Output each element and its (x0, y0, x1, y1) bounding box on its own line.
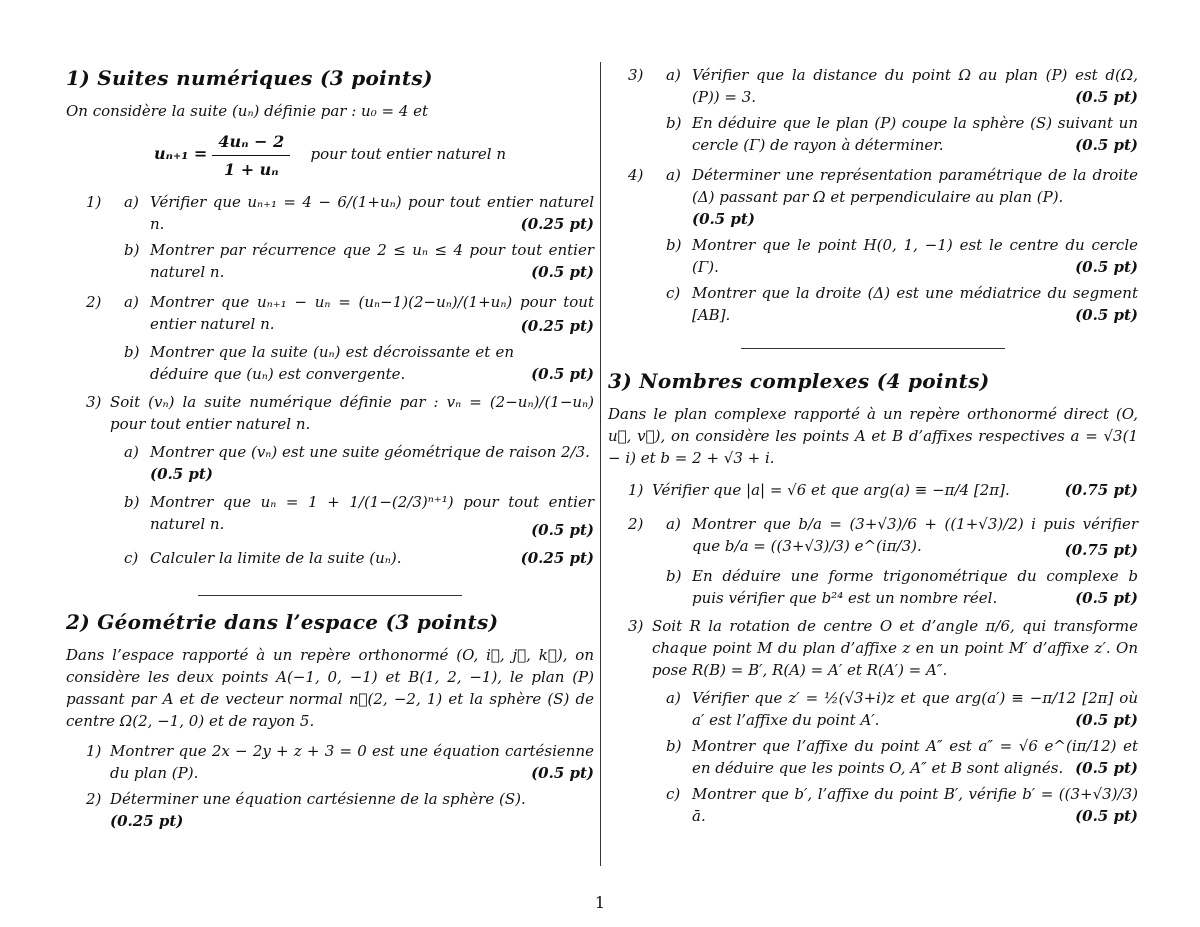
s2-q2 (66, 788, 594, 836)
s1-q1a (66, 191, 594, 239)
s2-q3a-label: a) (666, 66, 681, 84)
s3-q3a (608, 687, 1138, 735)
s3-q3a-label: a) (666, 689, 681, 707)
recurrence-formula (66, 130, 594, 179)
s2-q4-number: 4) (628, 166, 644, 184)
s2-q1-text: Montrer que 2x − 2y + z + 3 = 0 est une équation cartésienne du plan (P). (110, 742, 594, 782)
s2-q3a-points: (0.5 pt) (1075, 88, 1138, 106)
s1-q3-number: 3) (86, 393, 102, 411)
s1-q3c-text: Calculer la limite de la suite (uₙ). (150, 549, 402, 567)
s1-q2a (66, 291, 594, 341)
s3-q2a-label: a) (666, 515, 681, 533)
section-2-intro: Dans l’espace rapporté à un repère orthonormé (O, i⃗, j⃗, k⃗), on considère les deux points A(−1, 0, −1) et B(1, 2, −1), le plan (P) passant par A et de vecteur normal n⃗(2, −2, 1) et la sphère (S) de centre Ω(2, −1, 0) et de rayon 5. (66, 646, 594, 730)
s2-q4b-points: (0.5 pt) (1075, 258, 1138, 276)
s2-q2-text: Déterminer une équation cartésienne de la sphère (S). (110, 790, 526, 808)
s1-q3c (66, 547, 594, 587)
section-2-title: 2) Géométrie dans l’espace (3 points) (66, 610, 499, 634)
s2-q3b-label: b) (666, 114, 682, 132)
section-3-title: 3) Nombres complexes (4 points) (608, 369, 990, 393)
s1-q1b (66, 239, 594, 287)
s3-q3c-label: c) (666, 785, 681, 803)
s3-q2b (608, 565, 1138, 615)
section-separator-1 (198, 595, 462, 596)
s3-q2a (608, 513, 1138, 565)
s3-q1-points: (0.75 pt) (1064, 481, 1138, 499)
s2-q4c-label: c) (666, 284, 681, 302)
s1-q3b-points: (0.5 pt) (531, 521, 594, 539)
s1-q1b-label: b) (124, 241, 140, 259)
s1-q1a-text: Vérifier que uₙ₊₁ = 4 − 6/(1+uₙ) pour tout entier naturel n. (150, 193, 594, 233)
s1-q2-number: 2) (86, 293, 102, 311)
s1-q2b (66, 341, 594, 389)
formula-denominator: 1 + uₙ (223, 160, 279, 179)
s2-q4c (608, 282, 1138, 330)
s3-q2a-points: (0.75 pt) (1064, 541, 1138, 559)
s2-q4b-text: Montrer que le point H(0, 1, −1) est le centre du cercle (Γ). (692, 236, 1138, 276)
s3-q2a-text: Montrer que b/a = (3+√3)/6 + ((1+√3)/2) i puis vérifier que b/a = ((3+√3)/3) e^(iπ/3). (692, 515, 1138, 555)
s1-q3 (66, 391, 594, 441)
s2-q1-points: (0.5 pt) (531, 764, 594, 782)
s3-q3 (608, 615, 1138, 687)
s1-q3a-points: (0.5 pt) (150, 465, 213, 483)
s2-q4c-text: Montrer que la droite (Δ) est une médiatrice du segment [AB]. (692, 284, 1138, 324)
formula-tail: pour tout entier naturel n (310, 145, 507, 163)
s2-q3b-text: En déduire que le plan (P) coupe la sphère (S) suivant un cercle (Γ) de rayon à déterminer. (692, 114, 1138, 154)
section-3-intro: Dans le plan complexe rapporté à un repère orthonormé direct (O, u⃗, v⃗), on considère les points A et B d’affixes respectives a = √3(1 − i) et b = 2 + √3 + i. (608, 405, 1138, 467)
s3-q3c (608, 783, 1138, 833)
s1-q1b-text: Montrer par récurrence que 2 ≤ uₙ ≤ 4 pour tout entier naturel n. (150, 241, 594, 281)
s2-q3-number: 3) (628, 66, 644, 84)
s2-q1-number: 1) (86, 742, 102, 760)
s1-q3a-text: Montrer que (vₙ) est une suite géométrique de raison 2/3. (150, 443, 590, 461)
s2-q4b (608, 234, 1138, 282)
s3-q3a-points: (0.5 pt) (1075, 711, 1138, 729)
s1-q1a-label: a) (124, 193, 139, 211)
s1-q1b-points: (0.5 pt) (531, 263, 594, 281)
s2-q2-number: 2) (86, 790, 102, 808)
s1-q3b-text: Montrer que uₙ = 1 + 1/(1−(2/3)ⁿ⁺¹) pour tout entier naturel n. (150, 493, 594, 533)
s3-q3b-points: (0.5 pt) (1075, 759, 1138, 777)
s3-q3b-label: b) (666, 737, 682, 755)
s3-q3-number: 3) (628, 617, 644, 635)
s2-q4c-points: (0.5 pt) (1075, 306, 1138, 324)
s3-q3-text: Soit R la rotation de centre O et d’angle π/6, qui transforme chaque point M du plan d’affixe z en un point M′ d’affixe z′. On pose R(B) = B′, R(A) = A′ et R(A′) = A″. (652, 617, 1138, 679)
s3-q1-text: Vérifier que |a| = √6 et que arg(a) ≡ −π/4 [2π]. (652, 481, 1010, 499)
s3-q3c-text: Montrer que b′, l’affixe du point B′, vérifie b′ = ((3+√3)/3) ā. (692, 785, 1138, 825)
s1-q1-number: 1) (86, 193, 102, 211)
s2-q2-points: (0.25 pt) (110, 812, 184, 830)
s1-q2b-points: (0.5 pt) (531, 365, 594, 383)
s1-q3b (66, 491, 594, 547)
s3-q3a-text: Vérifier que z′ = ½(√3+i)z et que arg(a′) ≡ −π/12 [2π] où a′ est l’affixe du point A′. (692, 689, 1138, 729)
s1-q2a-text: Montrer que uₙ₊₁ − uₙ = (uₙ−1)(2−uₙ)/(1+uₙ) pour tout entier naturel n. (150, 293, 594, 333)
s2-q3b (608, 112, 1138, 164)
formula-fraction (212, 130, 290, 179)
s1-q2a-label: a) (124, 293, 139, 311)
s3-q2-number: 2) (628, 515, 644, 533)
s2-q4a-points: (0.5 pt) (692, 210, 755, 228)
s2-q4a (608, 164, 1138, 234)
s1-q3a-label: a) (124, 443, 139, 461)
s2-q4a-label: a) (666, 166, 681, 184)
s3-q2b-text: En déduire une forme trigonométrique du complexe b puis vérifier que b²⁴ est un nombre réel. (692, 567, 1138, 607)
s3-q3c-points: (0.5 pt) (1075, 807, 1138, 825)
section-separator-2 (741, 348, 1005, 349)
s2-q1 (66, 740, 594, 788)
s1-q3b-label: b) (124, 493, 140, 511)
s3-q2b-points: (0.5 pt) (1075, 589, 1138, 607)
s1-q2b-label: b) (124, 343, 140, 361)
s1-q2b-text: Montrer que la suite (uₙ) est décroissante et en déduire que (uₙ) est convergente. (150, 343, 514, 383)
column-divider (600, 62, 601, 866)
s2-q3b-points: (0.5 pt) (1075, 136, 1138, 154)
section-1-intro: On considère la suite (uₙ) définie par : u₀ = 4 et (66, 102, 429, 120)
s3-q1 (608, 479, 1138, 509)
right-column (608, 64, 1138, 833)
s1-q3c-label: c) (124, 549, 139, 567)
s1-q3c-points: (0.25 pt) (520, 549, 594, 567)
s3-q3b (608, 735, 1138, 783)
s3-q2b-label: b) (666, 567, 682, 585)
s3-q3b-text: Montrer que l’affixe du point A″ est a″ = √6 e^(iπ/12) et en déduire que les points O, A″ et B sont alignés. (692, 737, 1138, 777)
left-column (66, 58, 594, 836)
section-1-title: 1) Suites numériques (3 points) (66, 66, 433, 90)
s3-q1-number: 1) (628, 481, 644, 499)
s2-q4b-label: b) (666, 236, 682, 254)
s1-q3-text: Soit (vₙ) la suite numérique définie par : vₙ = (2−uₙ)/(1−uₙ) pour tout entier naturel n. (110, 393, 594, 433)
formula-lhs: uₙ₊₁ = (153, 144, 208, 163)
s1-q3a (66, 441, 594, 491)
formula-numerator: 4uₙ − 2 (212, 130, 290, 156)
s2-q4a-text: Déterminer une représentation paramétrique de la droite (Δ) passant par Ω et perpendiculaire au plan (P). (692, 166, 1138, 206)
s2-q3a (608, 64, 1138, 112)
page-number: 1 (594, 893, 606, 912)
s2-q3a-text: Vérifier que la distance du point Ω au plan (P) est d(Ω, (P)) = 3. (692, 66, 1138, 106)
s1-q1a-points: (0.25 pt) (520, 215, 594, 233)
s1-q2a-points: (0.25 pt) (520, 317, 594, 335)
